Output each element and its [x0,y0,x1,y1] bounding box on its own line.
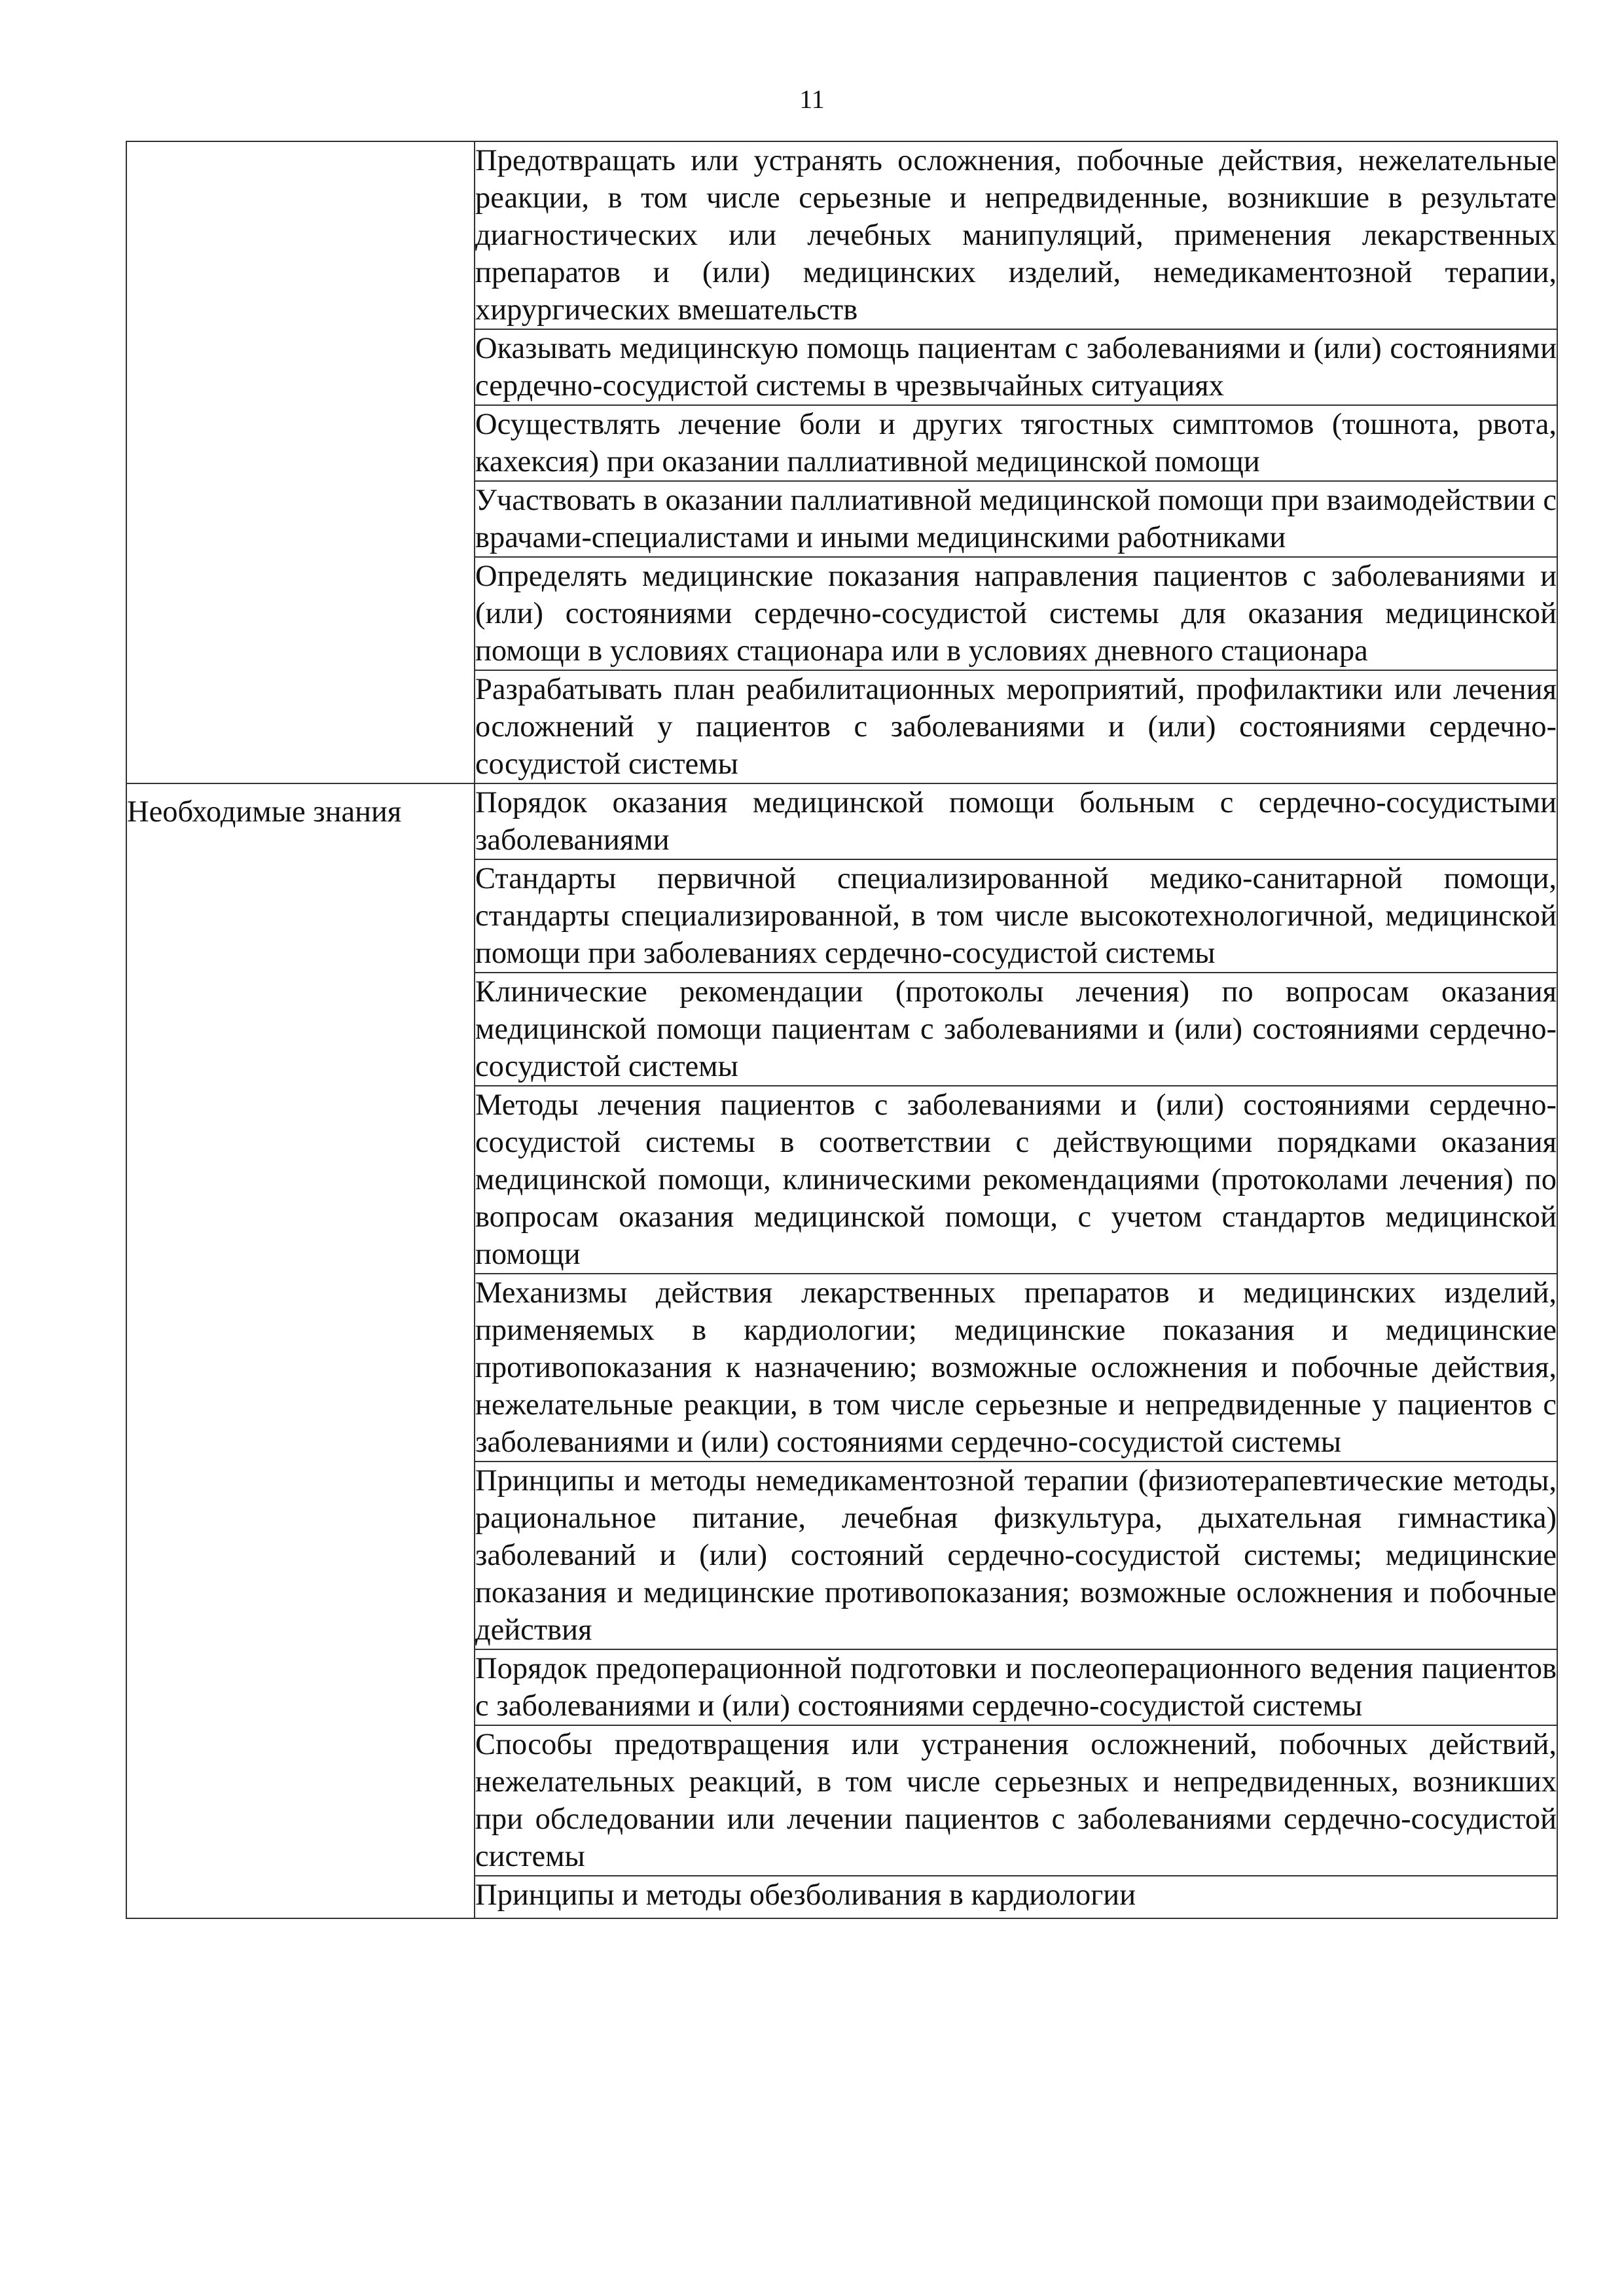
section-label: Необходимые знания [127,795,402,829]
requirement-text: Механизмы действия лекарственных препаратов и медицинских изделий, применяемых в кардиологии; медицинские показания и медицинские противопоказания к назначению; возможные осложнения и побочные действия, нежелательные реакции, в том числе серьезные и непредвиденные у пациентов с заболеваниями и (или) состояниями сердечно-сосудистой системы [475,1274,1557,1462]
requirement-text: Способы предотвращения или устранения осложнений, побочных действий, нежелательных реакций, в том числе серьезных и непредвиденных, возникших при обследовании или лечении пациентов с заболеваниями сердечно-сосудистой системы [475,1725,1557,1876]
requirement-text: Методы лечения пациентов с заболеваниями и (или) состояниями сердечно-сосудистой системы в соответствии с действующими порядками оказания медицинской помощи, клиническими рекомендациями (протоколами лечения) по вопросам оказания медицинской помощи, с учетом стандартов медицинской помощи [475,1086,1557,1274]
requirement-text: Предотвращать или устранять осложнения, побочные действия, нежелательные реакции, в том числе серьезные и непредвиденные, возникшие в результате диагностических или лечебных манипуляций, применения лекарственных препаратов и (или) медицинских изделий, немедикаментозной терапии, хирургических вмешательств [475,141,1557,329]
table-row [126,783,1557,859]
requirement-text: Порядок предоперационной подготовки и послеоперационного ведения пациентов с заболеваниями и (или) состояниями сердечно-сосудистой системы [475,1649,1557,1725]
requirement-text: Разрабатывать план реабилитационных мероприятий, профилактики или лечения осложнений у пациентов с заболеваниями и (или) состояниями сердечно-сосудистой системы [475,670,1557,783]
requirement-text: Порядок оказания медицинской помощи больным с сердечно-сосудистыми заболеваниями [475,783,1557,859]
requirement-text: Клинические рекомендации (протоколы лечения) по вопросам оказания медицинской помощи пациентам с заболеваниями и (или) состояниями сердечно-сосудистой системы [475,973,1557,1086]
section-label [127,142,474,151]
requirement-text: Определять медицинские показания направления пациентов с заболеваниями и (или) состояниями сердечно-сосудистой системы для оказания медицинской помощи в условиях стационара или в условиях дневного стационара [475,557,1557,670]
requirements-table [126,141,1558,1919]
requirement-text: Принципы и методы обезболивания в кардиологии [475,1876,1557,1918]
requirement-text: Участвовать в оказании паллиативной медицинской помощи при взаимодействии с врачами-специалистами и иными медицинскими работниками [475,481,1557,557]
section-label-cell [126,783,475,1918]
requirement-text: Оказывать медицинскую помощь пациентам с заболеваниями и (или) состояниями сердечно-сосудистой системы в чрезвычайных ситуациях [475,329,1557,405]
section-label-cell [126,141,475,783]
requirement-text: Принципы и методы немедикаментозной терапии (физиотерапевтические методы, рациональное питание, лечебная физкультура, дыхательная гимнастика) заболеваний и (или) состояний сердечно-сосудистой системы; медицинские показания и медицинские противопоказания; возможные осложнения и побочные действия [475,1462,1557,1649]
requirement-text: Осуществлять лечение боли и других тягостных симптомов (тошнота, рвота, кахексия) при оказании паллиативной медицинской помощи [475,405,1557,481]
page-number: 11 [799,84,825,114]
table-body [126,141,1557,1918]
table-row [126,141,1557,329]
requirement-text: Стандарты первичной специализированной медико-санитарной помощи, стандарты специализированной, в том числе высокотехнологичной, медицинской помощи при заболеваниях сердечно-сосудистой системы [475,859,1557,973]
